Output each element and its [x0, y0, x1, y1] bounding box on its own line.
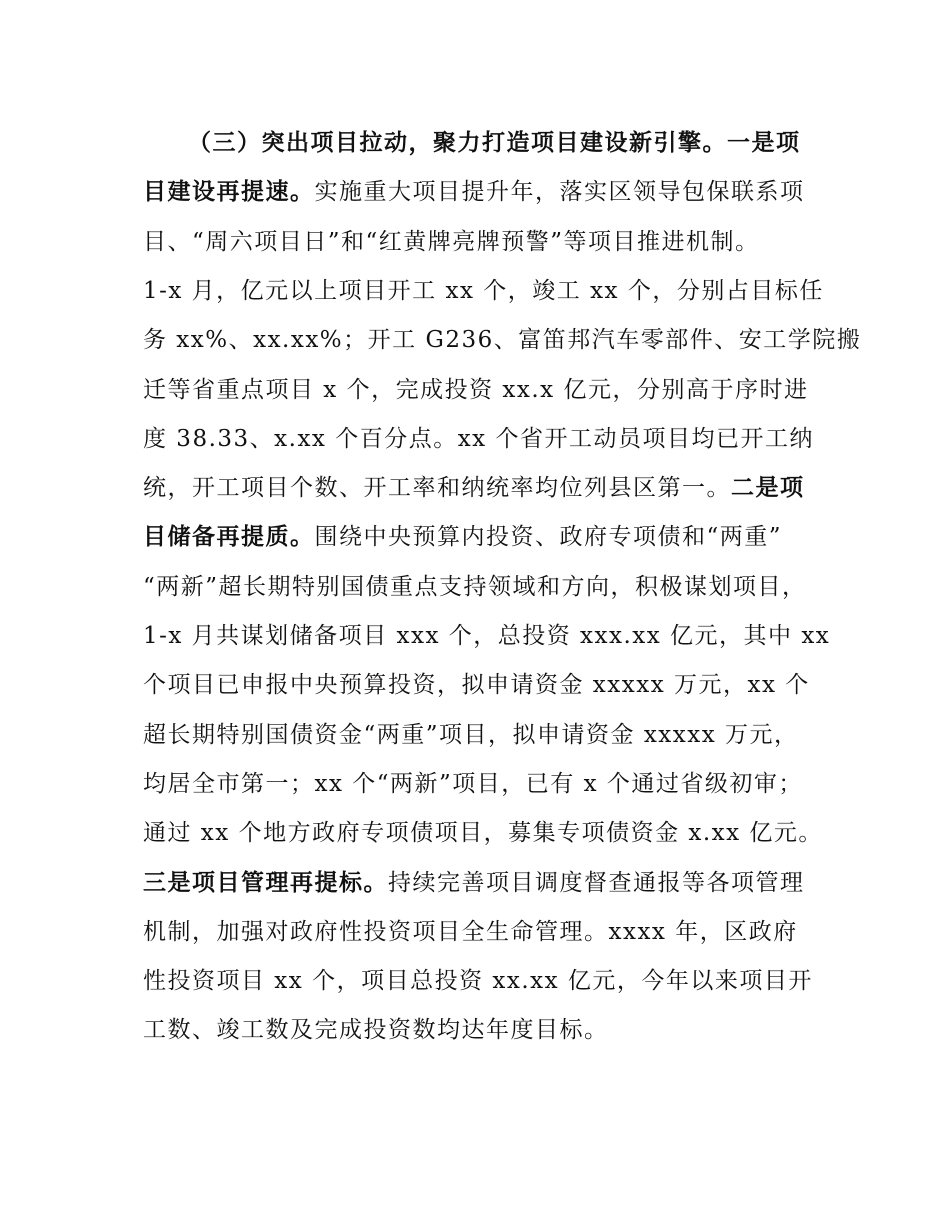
text-line — [143, 567, 807, 607]
text-line — [143, 715, 799, 755]
text-line — [143, 172, 805, 212]
text-line — [143, 222, 760, 262]
text-line — [188, 123, 801, 163]
body-text: 个项目已申报中央预算投资，拟申请资金 xxxxx 万元，xx 个 — [143, 672, 810, 699]
body-text: 机制，加强对政府性投资项目全生命管理。xxxx 年，区政府 — [143, 918, 798, 945]
text-line — [143, 419, 814, 459]
body-text: 统，开工项目个数、开工率和纳统率均位列县区第一。 — [143, 475, 731, 502]
text-line — [143, 271, 824, 311]
text-line — [143, 517, 782, 557]
body-text: 目、“周六项目日”和“红黄牌亮牌预警”等项目推进机制。 — [143, 228, 760, 255]
text-line — [143, 961, 813, 1001]
body-text: 务 xx%、xx.xx%；开工 G236、富笛邦汽车零部件、安工学院搬 — [143, 327, 862, 354]
bold-heading-text: 二是项 — [731, 475, 805, 502]
text-line — [143, 320, 861, 360]
body-text: 性投资项目 xx 个，项目总投资 xx.xx 亿元，今年以来项目开 — [143, 968, 813, 995]
text-line — [143, 616, 830, 656]
text-line — [143, 813, 823, 853]
body-text: 持续完善项目调度督查通报等各项管理 — [388, 869, 805, 896]
body-text: “两新”超长期特别国债重点支持领域和方向，积极谋划项目， — [143, 573, 807, 600]
body-text: 1-x 月共谋划储备项目 xxx 个，总投资 xxx.xx 亿元，其中 xx — [143, 623, 831, 649]
body-text: 均居全市第一；xx 个“两新”项目，已有 x 个通过省级初审； — [143, 770, 803, 797]
body-text: 通过 xx 个地方政府专项债项目，募集专项债资金 x.xx 亿元。 — [143, 820, 823, 847]
text-line — [143, 764, 803, 804]
bold-heading-text: 三是项目管理再提标。 — [143, 869, 388, 896]
text-line — [143, 468, 805, 508]
body-text: 实施重大项目提升年，落实区领导包保联系项 — [314, 179, 805, 206]
body-text: 工数、竣工数及完成投资数均达年度目标。 — [143, 1017, 609, 1044]
text-line — [143, 1010, 609, 1050]
text-line — [143, 912, 798, 952]
body-text: 1-x 月，亿元以上项目开工 xx 个，竣工 xx 个，分别占目标任 — [143, 277, 824, 304]
bold-heading-text: 目建设再提速。 — [143, 179, 315, 206]
body-text: 迁等省重点项目 x 个，完成投资 xx.x 亿元，分别高于序时进 — [143, 376, 809, 403]
body-text: 超长期特别国债资金“两重”项目，拟申请资金 xxxxx 万元， — [143, 721, 799, 748]
body-text: 围绕中央预算内投资、政府专项债和“两重” — [314, 524, 783, 551]
bold-heading-text: 目储备再提质。 — [143, 524, 315, 551]
body-text: 度 38.33、x.xx 个百分点。xx 个省开工动员项目均已开工纳 — [143, 425, 814, 452]
text-line — [143, 665, 810, 705]
bold-heading-text: （三）突出项目拉动，聚力打造项目建设新引擎。一是项 — [188, 130, 801, 156]
text-line — [143, 370, 808, 410]
text-line — [143, 863, 805, 903]
